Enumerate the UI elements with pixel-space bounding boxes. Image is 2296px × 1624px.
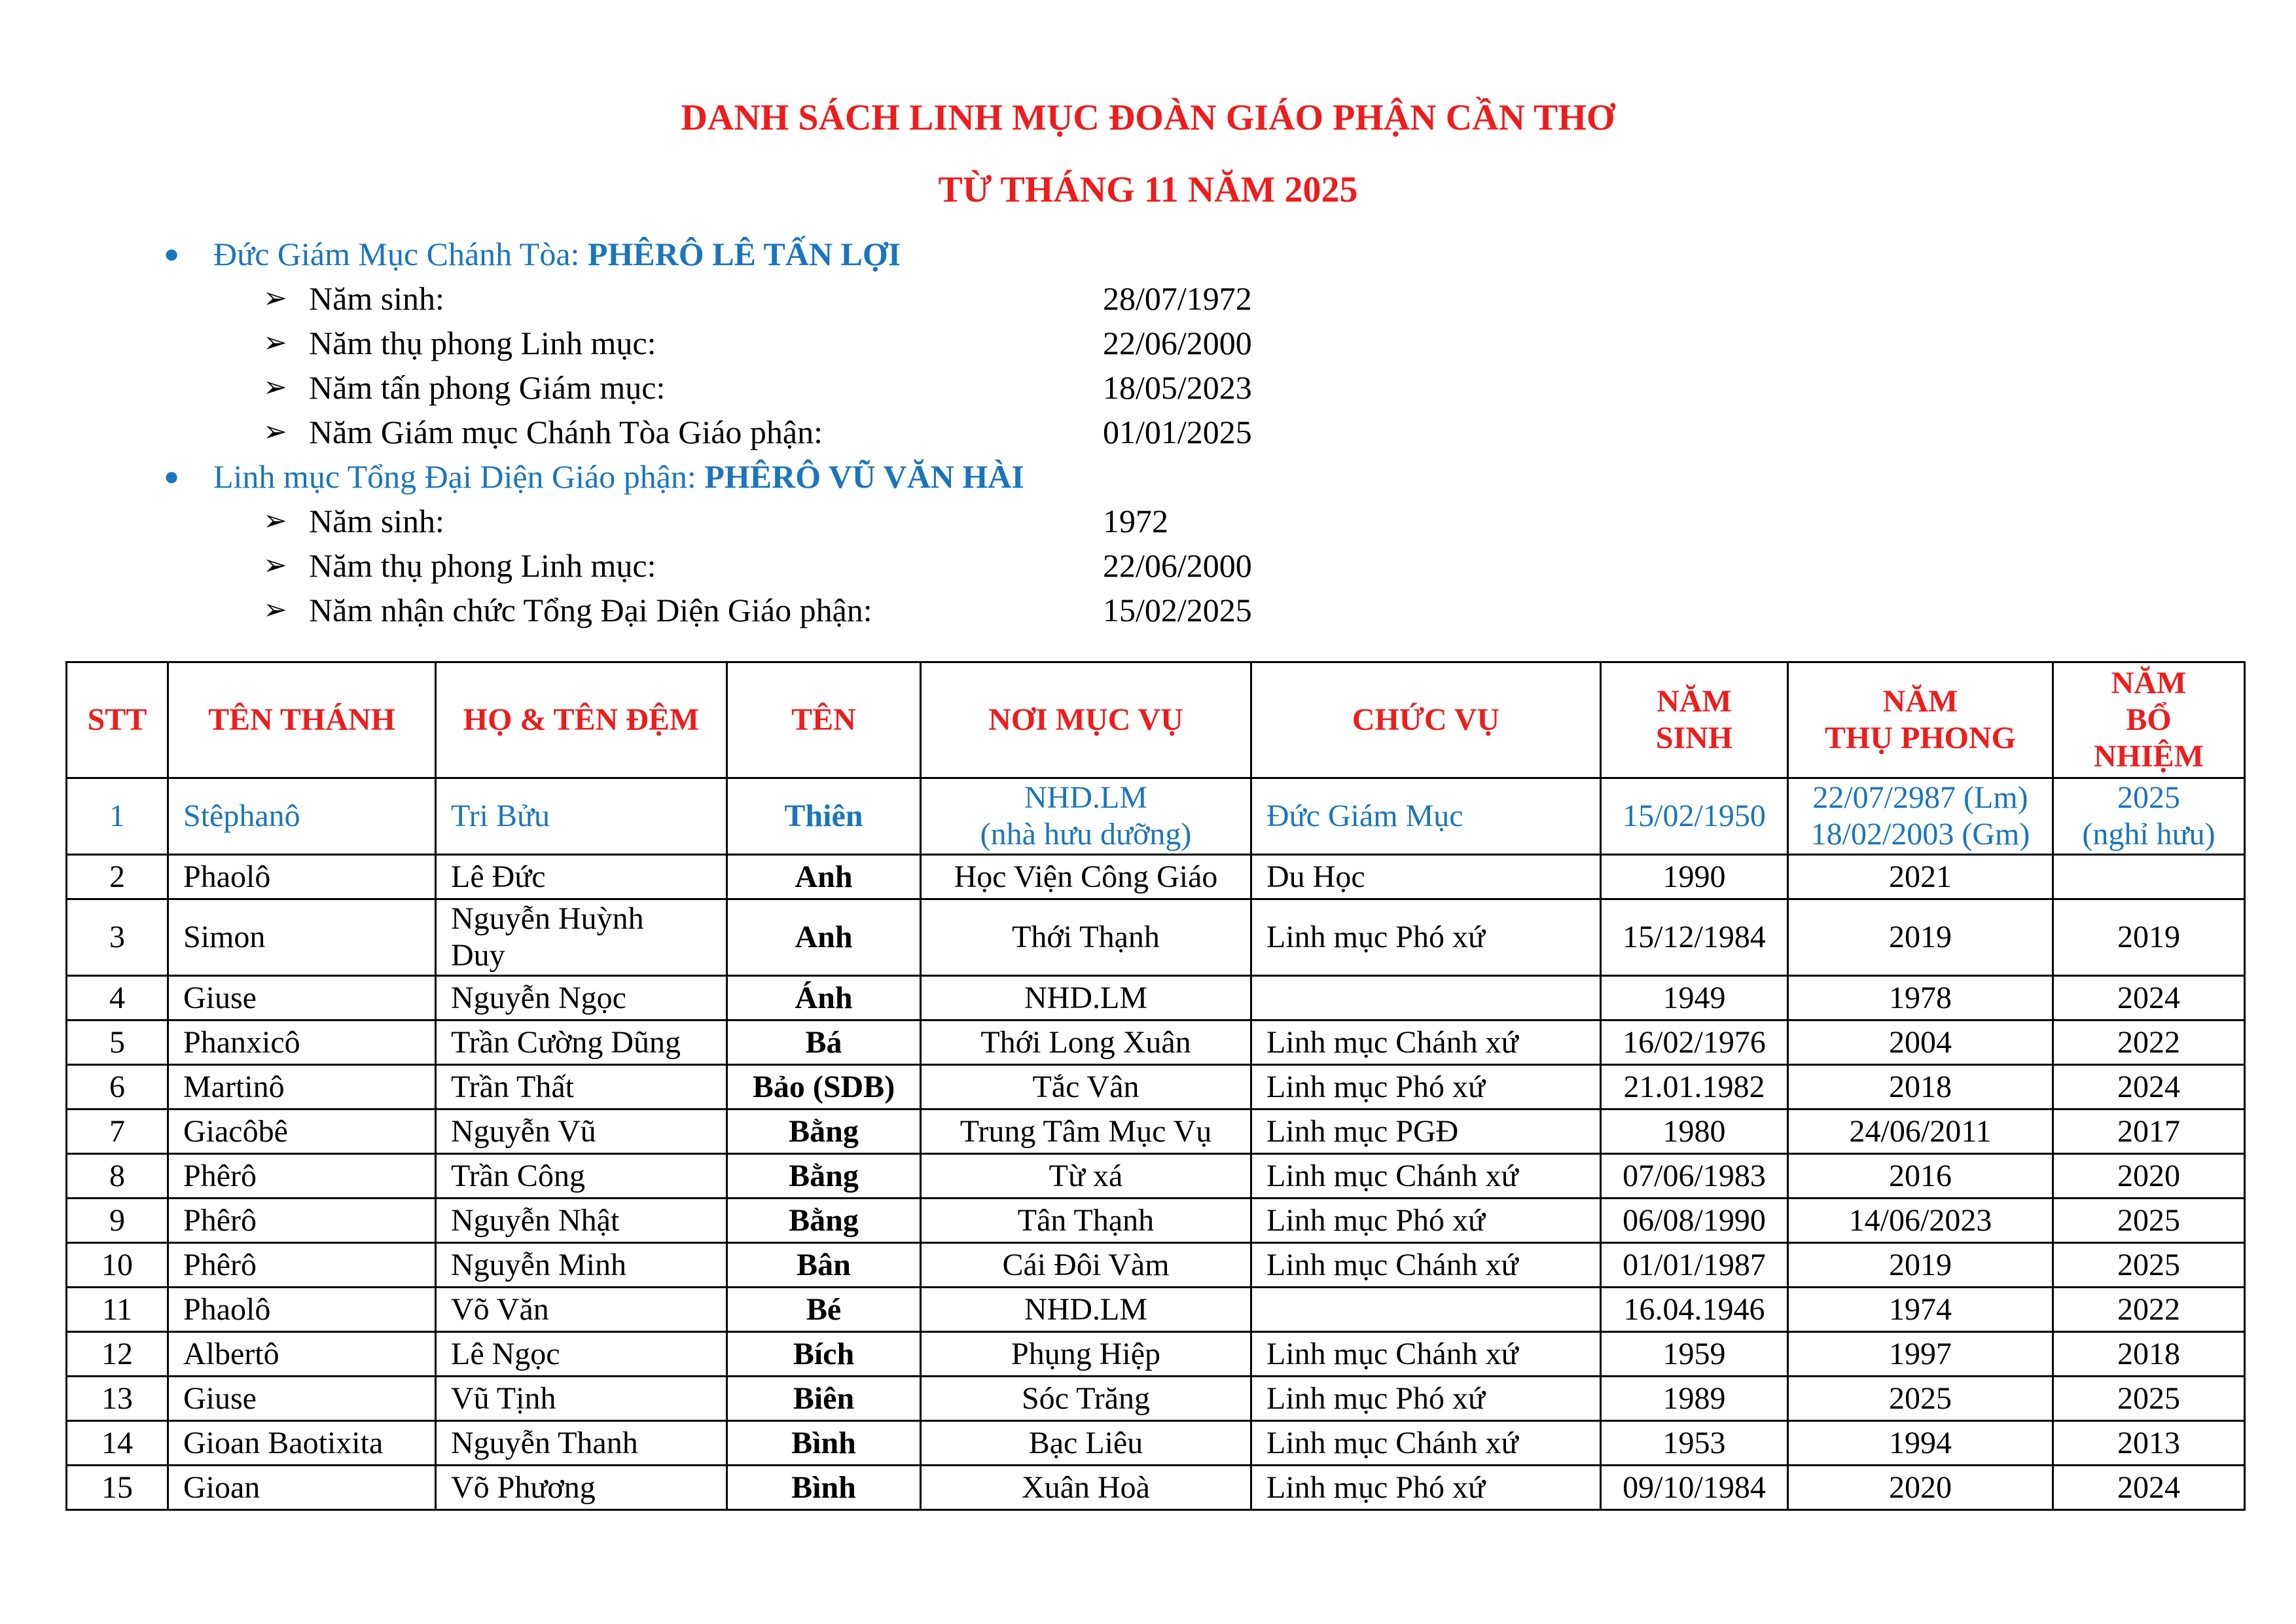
cell-saint-name: Stêphanô: [168, 778, 436, 855]
cell-place: Từ xá: [921, 1154, 1251, 1199]
table-row: [67, 1377, 2245, 1421]
cell-appointment-year: 2018: [2053, 1332, 2245, 1377]
cell-surname: Trần Công: [436, 1154, 727, 1199]
cell-ordination-year: 24/06/2011: [1788, 1110, 2053, 1154]
cell-ordination-year: 2020: [1788, 1466, 2053, 1510]
table-row: [67, 1288, 2245, 1332]
cell-appointment-year: 2019: [2053, 899, 2245, 976]
arrow-bullet-icon: ➢: [263, 371, 287, 403]
cell-role: Linh mục Chánh xứ: [1251, 1332, 1601, 1377]
cell-role: Linh mục Chánh xứ: [1251, 1421, 1601, 1466]
cell-surname: Vũ Tịnh: [436, 1377, 727, 1421]
cell-role: Linh mục Chánh xứ: [1251, 1243, 1601, 1288]
cell-saint-name: Gioan Baotixita: [168, 1421, 436, 1466]
cell-ordination-year: 1974: [1788, 1288, 2053, 1332]
table-row: [67, 1421, 2245, 1466]
cell-ordination-year: 2016: [1788, 1154, 2053, 1199]
cell-saint-name: Giuse: [168, 976, 436, 1020]
cell-name: Biên: [727, 1377, 921, 1421]
cell-appointment-year: [2053, 855, 2245, 899]
header-birth-year: NĂM SINH: [1601, 662, 1788, 778]
cell-saint-name: Martinô: [168, 1065, 436, 1110]
cell-ordination-year: 22/07/2987 (Lm) 18/02/2003 (Gm): [1788, 778, 2053, 855]
cell-ordination-year: 2025: [1788, 1377, 2053, 1421]
cell-place: Thới Long Xuân: [921, 1020, 1251, 1065]
cell-role: Linh mục PGĐ: [1251, 1110, 1601, 1154]
cell-role: Du Học: [1251, 855, 1601, 899]
cell-birth-year: 07/06/1983: [1601, 1154, 1788, 1199]
cell-surname: Tri Bửu: [436, 778, 727, 855]
arrow-bullet-icon: ➢: [263, 505, 287, 537]
cell-birth-year: 1980: [1601, 1110, 1788, 1154]
cell-place: NHD.LM (nhà hưu dưỡng): [921, 778, 1251, 855]
cell-place: Cái Đôi Vàm: [921, 1243, 1251, 1288]
cell-name: Bằng: [727, 1154, 921, 1199]
bullet-icon: ●: [164, 239, 180, 268]
cell-birth-year: 15/02/1950: [1601, 778, 1788, 855]
cell-role: Linh mục Chánh xứ: [1251, 1154, 1601, 1199]
cell-saint-name: Simon: [168, 899, 436, 976]
cell-stt: 6: [67, 1065, 168, 1110]
cell-stt: 1: [67, 778, 168, 855]
cell-saint-name: Giuse: [168, 1377, 436, 1421]
header-surname: HỌ & TÊN ĐỆM: [436, 662, 727, 778]
cell-saint-name: Phaolô: [168, 1288, 436, 1332]
cell-stt: 15: [67, 1466, 168, 1510]
header-saint-name: TÊN THÁNH: [168, 662, 436, 778]
cell-stt: 14: [67, 1421, 168, 1466]
cell-birth-year: 15/12/1984: [1601, 899, 1788, 976]
vicar-name: PHÊRÔ VŨ VĂN HÀI: [704, 458, 1024, 495]
cell-role: [1251, 1288, 1601, 1332]
cell-appointment-year: 2025 (nghỉ hưu): [2053, 778, 2245, 855]
cell-surname: Trần Cường Dũng: [436, 1020, 727, 1065]
cell-role: Linh mục Phó xứ: [1251, 1466, 1601, 1510]
cell-name: Bảo (SDB): [727, 1065, 921, 1110]
table-row: [67, 1020, 2245, 1065]
header-ordination-year: NĂM THỤ PHONG: [1788, 662, 2053, 778]
cell-appointment-year: 2013: [2053, 1421, 2245, 1466]
cell-appointment-year: 2024: [2053, 1466, 2245, 1510]
cell-place: Phụng Hiệp: [921, 1332, 1251, 1377]
cell-name: Bích: [727, 1332, 921, 1377]
cell-saint-name: Albertô: [168, 1332, 436, 1377]
table-row: [67, 1466, 2245, 1510]
arrow-bullet-icon: ➢: [263, 327, 287, 359]
cell-surname: Nguyễn Nhật: [436, 1199, 727, 1243]
cell-ordination-year: 14/06/2023: [1788, 1199, 2053, 1243]
cell-place: Trung Tâm Mục Vụ: [921, 1110, 1251, 1154]
table-row: [67, 1065, 2245, 1110]
cell-birth-year: 1953: [1601, 1421, 1788, 1466]
table-row: [67, 1243, 2245, 1288]
cell-birth-year: 16/02/1976: [1601, 1020, 1788, 1065]
cell-ordination-year: 2021: [1788, 855, 2053, 899]
cell-birth-year: 1959: [1601, 1332, 1788, 1377]
table-row: [67, 1199, 2245, 1243]
priest-roster-table: [65, 661, 2246, 1511]
cell-surname: Nguyễn Thanh: [436, 1421, 727, 1466]
cell-name: Bằng: [727, 1199, 921, 1243]
cell-place: Tân Thạnh: [921, 1199, 1251, 1243]
cell-appointment-year: 2024: [2053, 976, 2245, 1020]
table-row: [67, 855, 2245, 899]
cell-birth-year: 06/08/1990: [1601, 1199, 1788, 1243]
cell-name: Bình: [727, 1466, 921, 1510]
cell-appointment-year: 2024: [2053, 1065, 2245, 1110]
cell-saint-name: Phanxicô: [168, 1020, 436, 1065]
cell-role: Linh mục Phó xứ: [1251, 1199, 1601, 1243]
cell-name: Bình: [727, 1421, 921, 1466]
cell-ordination-year: 2004: [1788, 1020, 2053, 1065]
cell-birth-year: 1990: [1601, 855, 1788, 899]
header-appointment-year: NĂM BỔ NHIỆM: [2053, 662, 2245, 778]
table-row: [67, 1110, 2245, 1154]
bullet-icon: ●: [164, 461, 180, 491]
arrow-bullet-icon: ➢: [263, 594, 287, 626]
cell-stt: 9: [67, 1199, 168, 1243]
cell-ordination-year: 2019: [1788, 1243, 2053, 1288]
cell-role: Đức Giám Mục: [1251, 778, 1601, 855]
header-role: CHỨC VỤ: [1251, 662, 1601, 778]
cell-birth-year: 01/01/1987: [1601, 1243, 1788, 1288]
cell-role: Linh mục Chánh xứ: [1251, 1020, 1601, 1065]
cell-name: Bá: [727, 1020, 921, 1065]
table-row: [67, 899, 2245, 976]
header-stt: STT: [67, 662, 168, 778]
cell-name: Bằng: [727, 1110, 921, 1154]
cell-birth-year: 1949: [1601, 976, 1788, 1020]
cell-saint-name: Giacôbê: [168, 1110, 436, 1154]
table-body: [67, 778, 2245, 1510]
cell-ordination-year: 1978: [1788, 976, 2053, 1020]
cell-stt: 4: [67, 976, 168, 1020]
arrow-bullet-icon: ➢: [263, 282, 287, 314]
cell-stt: 10: [67, 1243, 168, 1288]
cell-surname: Lê Ngọc: [436, 1332, 727, 1377]
bishop-name: PHÊRÔ LÊ TẤN LỢI: [587, 236, 901, 272]
cell-appointment-year: 2025: [2053, 1377, 2245, 1421]
cell-name: Bé: [727, 1288, 921, 1332]
cell-place: Sóc Trăng: [921, 1377, 1251, 1421]
bishop-label: Đức Giám Mục Chánh Tòa:: [213, 236, 588, 272]
cell-name: Anh: [727, 899, 921, 976]
cell-appointment-year: 2020: [2053, 1154, 2245, 1199]
cell-birth-year: 21.01.1982: [1601, 1065, 1788, 1110]
cell-ordination-year: 2019: [1788, 899, 2053, 976]
document-title: DANH SÁCH LINH MỤC ĐOÀN GIÁO PHẬN CẦN THƠ: [681, 98, 1615, 138]
cell-stt: 7: [67, 1110, 168, 1154]
cell-surname: Lê Đức: [436, 855, 727, 899]
cell-saint-name: Phêrô: [168, 1199, 436, 1243]
cell-place: Bạc Liêu: [921, 1421, 1251, 1466]
document-subtitle: TỪ THÁNG 11 NĂM 2025: [938, 170, 1358, 210]
arrow-bullet-icon: ➢: [263, 549, 287, 581]
cell-name: Bân: [727, 1243, 921, 1288]
cell-role: Linh mục Phó xứ: [1251, 1377, 1601, 1421]
table-row: [67, 778, 2245, 855]
cell-ordination-year: 1994: [1788, 1421, 2053, 1466]
cell-surname: Trần Thất: [436, 1065, 727, 1110]
cell-place: Học Viện Công Giáo: [921, 855, 1251, 899]
cell-name: Ánh: [727, 976, 921, 1020]
cell-surname: Võ Văn: [436, 1288, 727, 1332]
cell-role: Linh mục Phó xứ: [1251, 1065, 1601, 1110]
cell-surname: Nguyễn Ngọc: [436, 976, 727, 1020]
cell-stt: 3: [67, 899, 168, 976]
bishop-heading: [213, 232, 901, 276]
cell-appointment-year: 2017: [2053, 1110, 2245, 1154]
cell-surname: Nguyễn Minh: [436, 1243, 727, 1288]
cell-stt: 8: [67, 1154, 168, 1199]
table-row: [67, 976, 2245, 1020]
cell-place: Xuân Hoà: [921, 1466, 1251, 1510]
cell-stt: 5: [67, 1020, 168, 1065]
cell-appointment-year: 2022: [2053, 1020, 2245, 1065]
cell-role: Linh mục Phó xứ: [1251, 899, 1601, 976]
arrow-bullet-icon: ➢: [263, 416, 287, 448]
cell-place: Tắc Vân: [921, 1065, 1251, 1110]
cell-ordination-year: 1997: [1788, 1332, 2053, 1377]
cell-role: [1251, 976, 1601, 1020]
table-header-row: [67, 662, 2245, 778]
table-row: [67, 1332, 2245, 1377]
cell-place: Thới Thạnh: [921, 899, 1251, 976]
cell-stt: 13: [67, 1377, 168, 1421]
cell-name: Thiên: [727, 778, 921, 855]
document-page: DANH SÁCH LINH MỤC ĐOÀN GIÁO PHẬN CẦN THƠ TỪ THÁNG 11 NĂM 2025 ● Đức Giám Mục Chánh Tòa: PHÊRÔ LÊ TẤN LỢI ➢ Năm sinh: 28/07/1972 ➢ Năm thụ phong Linh mục: 22/06/2000 ➢ Năm tấn phong Giám mục: 18/05/2023 ➢ Năm Giám mục Chánh Tòa Giáo phận: 01/01/2025 ● Linh mục Tổng Đại Diện Giáo phận: PHÊRÔ VŨ VĂN HÀI ➢ Năm sinh: 1972 ➢ Năm thụ phong Linh mục: 22/06/2000 ➢ Năm nhận chức Tổng Đại Diện Giáo phận: 15/02/2025 STT TÊN THÁNH HỌ & TÊN ĐỆM TÊN NƠI MỤC VỤ CHỨC VỤ NĂM SINH NĂM THỤ PHONG NĂM BỔ NHIỆM 1 Stêphanô Tri Bửu Thiên NHD.LM (nhà hưu dưỡng) Đức Giám Mục 15/02/1950 22/07/2987 (Lm) 18/02/2003 (Gm) 2025 (nghỉ hưu) 2 Phaolô Lê Đức Anh Học Viện Công Giáo Du Học 1990 2021 3 Simon Nguyễn Huỳnh Duy Anh Thới Thạnh Linh mục Phó xứ 15/12/1984 2019 2019 4 Giuse Nguyễn Ngọc Ánh NHD.LM 1949 1978 2024 5 Phanxicô Trần Cường Dũng Bá Thới Long Xuân Linh mục Chánh xứ 16/02/1976 2004 2022 6 Martinô Trần Thất Bảo (SDB) Tắc Vân Linh mục Phó xứ 21.01.1982 2018 2024 7 Giacôbê Nguyễn Vũ Bằng Trung Tâm Mục Vụ Linh mục PGĐ 1980 24/06/2011 2017 8 Phêrô Trần Công Bằng Từ xá Linh mục Chánh xứ 07/06/1983 2016 2020 9 Phêrô Nguyễn Nhật Bằng Tân Thạnh Linh mục Phó xứ 06/08/1990 14/06/2023 2025 10 Phêrô Nguyễn Minh Bân Cái Đôi Vàm Linh mục Chánh xứ 01/01/1987 2019 2025 11 Phaolô Võ Văn Bé NHD.LM 16.04.1946 1974 2022 12 Albertô Lê Ngọc Bích Phụng Hiệp Linh mục Chánh xứ 1959 1997 2018 13 Giuse Vũ Tịnh Biên Sóc Trăng Linh mục Phó xứ 1989 2025 2025 14 Gioan Baotixita Nguyễn Thanh Bình Bạc Liêu Linh mục Chánh xứ 1953 1994 2013 15 Gioan Võ Phương Bình Xuân Hoà Linh mục Phó xứ 09/10/1984 2020 2024: [0, 0, 2296, 1624]
cell-birth-year: 16.04.1946: [1601, 1288, 1788, 1332]
cell-surname: Võ Phương: [436, 1466, 727, 1510]
cell-saint-name: Phêrô: [168, 1243, 436, 1288]
vicar-label: Linh mục Tổng Đại Diện Giáo phận:: [213, 458, 705, 495]
cell-place: NHD.LM: [921, 976, 1251, 1020]
cell-name: Anh: [727, 855, 921, 899]
cell-appointment-year: 2022: [2053, 1288, 2245, 1332]
cell-saint-name: Gioan: [168, 1466, 436, 1510]
cell-ordination-year: 2018: [1788, 1065, 2053, 1110]
vicar-heading: [213, 454, 1024, 499]
header-name: TÊN: [727, 662, 921, 778]
cell-surname: Nguyễn Huỳnh Duy: [436, 899, 727, 976]
cell-stt: 2: [67, 855, 168, 899]
cell-birth-year: 09/10/1984: [1601, 1466, 1788, 1510]
cell-place: NHD.LM: [921, 1288, 1251, 1332]
cell-birth-year: 1989: [1601, 1377, 1788, 1421]
table-row: [67, 1154, 2245, 1199]
cell-stt: 11: [67, 1288, 168, 1332]
header-place: NƠI MỤC VỤ: [921, 662, 1251, 778]
cell-surname: Nguyễn Vũ: [436, 1110, 727, 1154]
cell-saint-name: Phaolô: [168, 855, 436, 899]
cell-appointment-year: 2025: [2053, 1243, 2245, 1288]
cell-appointment-year: 2025: [2053, 1199, 2245, 1243]
cell-saint-name: Phêrô: [168, 1154, 436, 1199]
cell-stt: 12: [67, 1332, 168, 1377]
